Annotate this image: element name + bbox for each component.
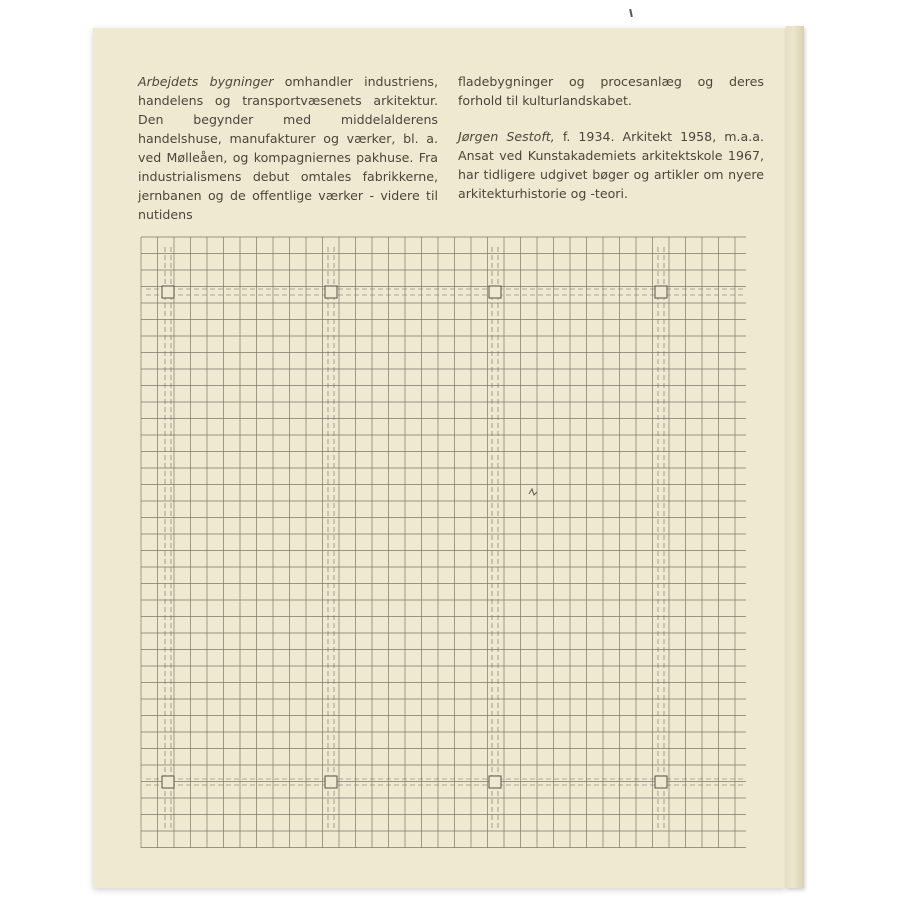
grid-lines [141,237,746,848]
description-text: omhandler industriens, handelens og transportvæsenets arkitektur. Den begynder med middelalderens handelshuse, manufakturer og værker, bl. a. ved Mølleåen, og kompagniernes pakhuse. Fra industrialismens debut omtales fabrikkerne, jernbanen og de offentlige værker - videre til nutidens [138,74,438,222]
author-name: Jørgen Sestoft, [458,129,555,144]
author-bio: f. 1934. Arkitekt 1958, m.a.a. Ansat ved Kunstakademiets arkitektskole 1967, har tidligere udgivet bøger og artikler om nyere arkitekturhistorie og -teori. [458,129,764,201]
column-marker [655,776,667,788]
column-marker [489,776,501,788]
column-marker [655,286,667,298]
column-marker [325,286,337,298]
small-pen-mark [529,489,537,495]
column-markers [162,286,667,788]
book-title: Arbejdets bygninger [138,74,274,89]
column-marker [162,776,174,788]
column-marker [325,776,337,788]
column-beams [146,247,746,828]
column-marker [162,286,174,298]
column-marker [489,286,501,298]
description-continuation: fladebygninger og procesanlæg og deres forhold til kulturlandskabet. [458,74,764,108]
